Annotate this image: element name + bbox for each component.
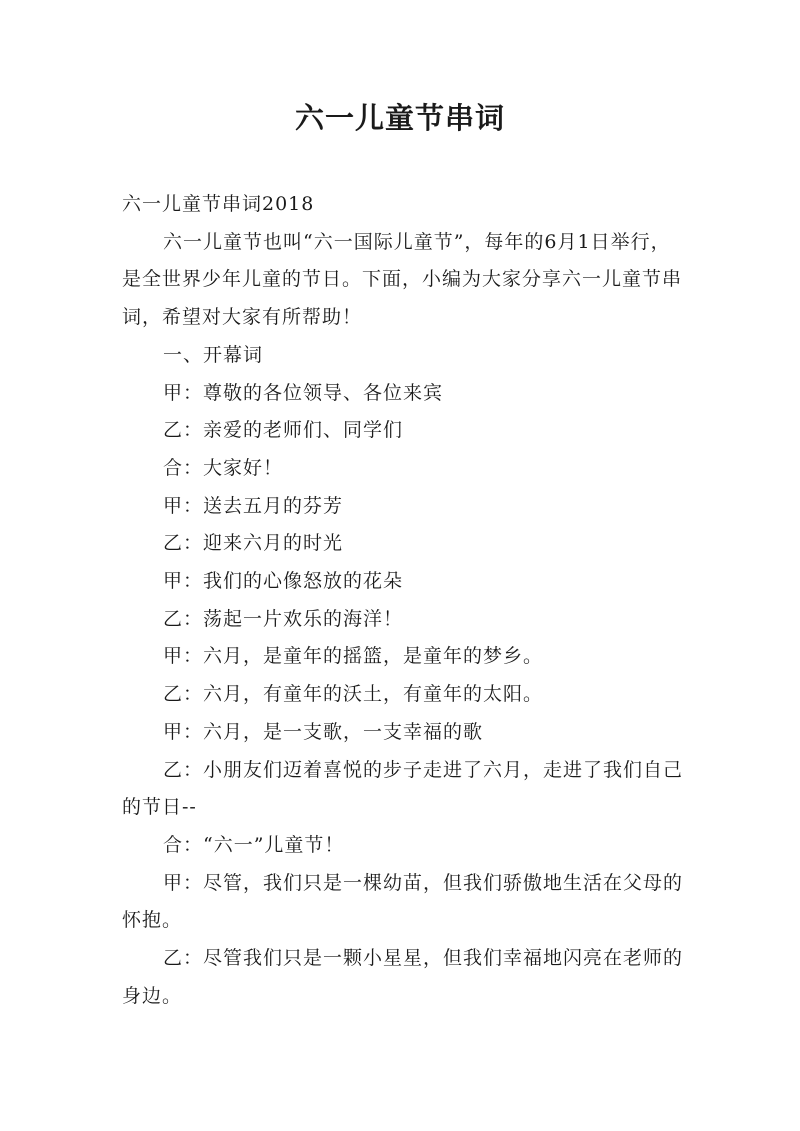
dialogue-line: 合：“六一”儿童节！ bbox=[163, 833, 345, 856]
dialogue-line: 甲：尽管，我们只是一棵幼苗，但我们骄傲地生活在父母的怀抱。 bbox=[122, 871, 684, 932]
section-heading-opening: 一、开幕词 bbox=[163, 343, 264, 366]
dialogue-line: 乙：尽管我们只是一颗小星星，但我们幸福地闪亮在老师的身边。 bbox=[122, 947, 684, 1007]
dialogue-line: 乙：六月，有童年的沃土，有童年的太阳。 bbox=[163, 683, 544, 706]
dialogue-line: 甲：六月，是一支歌，一支幸福的歌 bbox=[163, 720, 484, 743]
document-title: 六一儿童节串词 bbox=[294, 101, 505, 135]
dialogue-line: 合：大家好！ bbox=[163, 456, 284, 479]
dialogue-line: 乙：荡起一片欢乐的海洋！ bbox=[163, 607, 404, 630]
dialogue-line: 乙：亲爱的老师们、同学们 bbox=[163, 419, 404, 442]
dialogue-line: 甲：送去五月的芬芳 bbox=[163, 494, 344, 517]
dialogue-line: 甲：六月，是童年的摇篮，是童年的梦乡。 bbox=[163, 645, 544, 668]
dialogue-line: 乙：小朋友们迈着喜悦的步子走进了六月，走进了我们自己的节日-- bbox=[122, 758, 684, 819]
dialogue-line: 甲：我们的心像怒放的花朵 bbox=[163, 570, 404, 593]
document-body bbox=[122, 186, 688, 1015]
dialogue-line: 甲：尊敬的各位领导、各位来宾 bbox=[163, 381, 444, 404]
paragraph-intro: 六一儿童节也叫“六一国际儿童节”，每年的6月1日举行，是全世界少年儿童的节日。下面，小编为大家分享六一儿童节串词，希望对大家有所帮助！ bbox=[122, 230, 683, 329]
dialogue-line: 乙：迎来六月的时光 bbox=[163, 532, 344, 555]
paragraph-subtitle: 六一儿童节串词2018 bbox=[122, 193, 315, 215]
